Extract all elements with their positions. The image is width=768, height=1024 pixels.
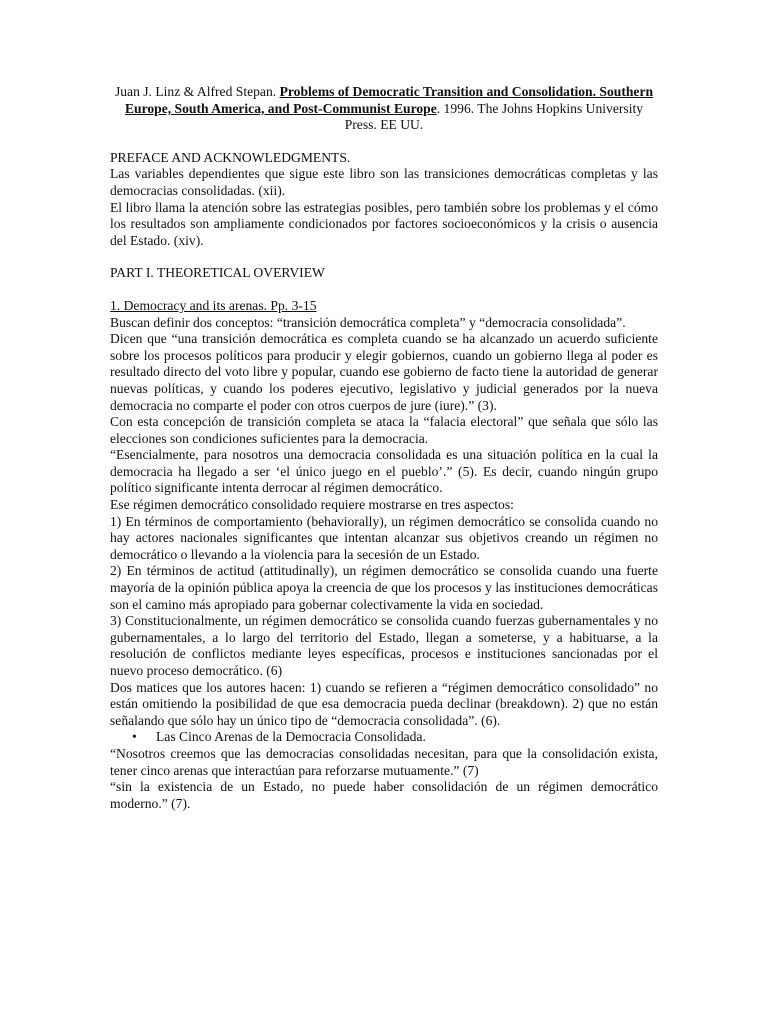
citation-header [110,84,658,134]
bullet-icon: • [132,729,137,745]
body-paragraph: “sin la existencia de un Estado, no puede haber consolidación de un régimen democrático moderno.” (7). [110,779,658,811]
book-title: Problems of Democratic Transition and Consolidation. Southern Europe, South America, and Post-Communist Europe [124,84,654,116]
preface-paragraph-1: Las variables dependientes que sigue este libro son las transiciones democráticas completas y las democracias consolidadas. (xii). [110,166,658,198]
citation-publisher: . 1996. The Johns Hopkins University Press. EE UU. [344,100,644,133]
body-paragraph: 3) Constitucionalmente, un régimen democrático se consolida cuando fuerzas gubernamentales y no gubernamentales, a lo largo del territorio del Estado, llegan a someterse, y a habituarse, a la resolución de conflictos mediante leyes específicas, procesos e instituciones sancionadas por el nuevo proceso democrático. (6) [110,613,658,678]
citation-authors: Juan J. Linz & Alfred Stepan. [114,84,280,99]
body-paragraph: Dicen que “una transición democrática es completa cuando se ha alcanzado un acuerdo suficiente sobre los procesos políticos para producir y elegir gobiernos, cuando un gobierno llega al poder es resultado directo del voto libre y popular, cuando ese gobierno de facto tiene la autoridad de generar nuevas políticas, y cuando los poderes ejecutivo, legislativo y judicial generados por la nueva democracia no comparte el poder con otros cuerpos de jure (iure).” (3). [110,331,658,413]
body-paragraph: 1) En términos de comportamiento (behaviorally), un régimen democrático se consolida cuando no hay actores nacionales significantes que intentan alcanzar sus objetivos creando un régimen no democrático o llevando a la violencia para la secesión de un Estado. [110,513,658,562]
preface-heading: PREFACE AND ACKNOWLEDGMENTS. [110,149,351,165]
part-heading: PART I. THEORETICAL OVERVIEW [110,265,325,281]
preface-paragraph-2: El libro llama la atención sobre las estrategias posibles, pero también sobre los problemas y el cómo los resultados son ampliamente condicionados por factores socioeconómicos y la crisis o ausencia del Estado. (xiv). [110,199,658,248]
bullet-item [110,729,658,746]
body-paragraph: Con esta concepción de transición completa se ataca la “falacia electoral” que señala que sólo las elecciones son condiciones suficientes para la democracia. [110,414,658,446]
bullet-text: Las Cinco Arenas de la Democracia Consolidada. [156,729,426,745]
spacer [110,282,658,298]
spacer [110,249,658,265]
body-paragraph: 2) En términos de actitud (attitudinally), un régimen democrático se consolida cuando una fuerte mayoría de la opinión pública apoya la creencia de que los procesos y las instituciones democráticas son el camino más apropiado para gobernar colectivamente la vida en sociedad. [110,563,658,612]
chapter-heading: 1. Democracy and its arenas. Pp. 3-15 [110,297,317,313]
body-paragraph: Ese régimen democrático consolidado requiere mostrarse en tres aspectos: [110,497,514,513]
body-paragraph: “Nosotros creemos que las democracias consolidadas necesitan, para que la consolidación exista, tener cinco arenas que interactúan para reforzarse mutuamente.” (7) [110,745,658,778]
body-paragraph: “Esencialmente, para nosotros una democracia consolidada es una situación política en la cual la democracia ha llegado a ser ‘el único juego en el pueblo’.” (5). Es decir, cuando ningún grupo político significante intenta derrocar al régimen democrático. [110,447,658,496]
body-paragraph: Buscan definir dos conceptos: “transición democrática completa” y “democracia consolidada”. [110,314,626,330]
body-paragraph: Dos matices que los autores hacen: 1) cuando se refieren a “régimen democrático consolidado” no están omitiendo la posibilidad de que esa democracia pueda declinar (breakdown). 2) que no están señalando que sólo hay un único tipo de “democracia consolidada”. (6). [110,679,658,728]
